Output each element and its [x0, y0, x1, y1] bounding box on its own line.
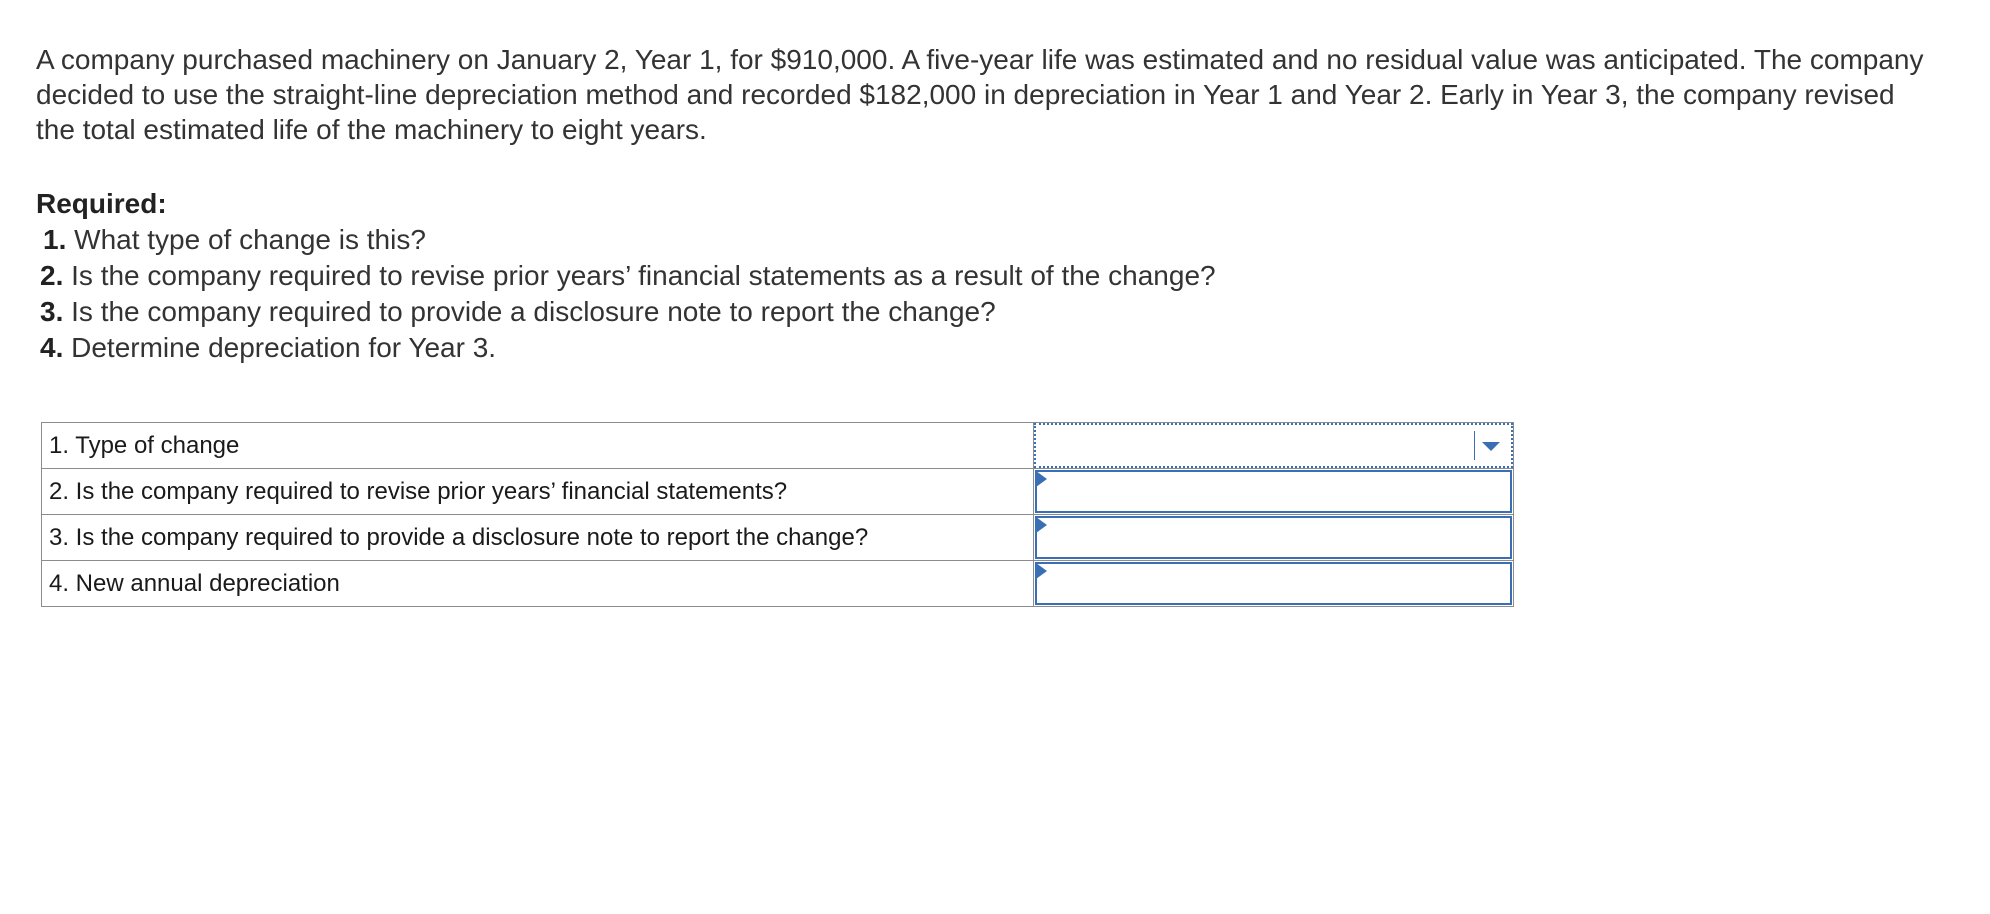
entry-marker-icon [1036, 517, 1047, 533]
required-item-text: Determine depreciation for Year 3. [71, 332, 497, 363]
entry-marker-icon [1036, 563, 1047, 579]
required-item-4 [36, 330, 1216, 366]
chevron-down-icon[interactable] [1482, 442, 1500, 451]
required-item-number: 3. [40, 296, 64, 327]
problem-statement [36, 42, 1936, 147]
table-row [42, 515, 1514, 561]
new-depreciation-cell [1034, 561, 1514, 607]
row-label-type-of-change: 1. Type of change [42, 423, 1034, 469]
required-section [36, 186, 1216, 366]
required-item-1 [36, 222, 1216, 258]
new-depreciation-entry[interactable] [1035, 562, 1512, 605]
required-heading: Required: [36, 188, 167, 219]
required-item-text: Is the company required to revise prior years’ financial statements as a result of the change? [71, 260, 1216, 291]
table-row [42, 469, 1514, 515]
dropdown-separator [1474, 431, 1475, 460]
table-row [42, 561, 1514, 607]
type-of-change-dropdown[interactable] [1034, 423, 1513, 468]
answer-table [41, 422, 1514, 607]
required-item-number: 2. [40, 260, 64, 291]
required-item-text: What type of change is this? [74, 224, 426, 255]
row-label-new-depreciation: 4. New annual depreciation [42, 561, 1034, 607]
required-item-number: 1. [43, 224, 67, 255]
revise-statements-entry[interactable] [1035, 470, 1512, 513]
required-item-3 [36, 294, 1216, 330]
disclosure-note-input[interactable] [1051, 522, 1504, 553]
disclosure-note-entry[interactable] [1035, 516, 1512, 559]
required-item-number: 4. [40, 332, 64, 363]
new-depreciation-input[interactable] [1051, 568, 1504, 599]
type-of-change-cell [1034, 423, 1514, 469]
required-item-2 [36, 258, 1216, 294]
row-label-disclosure-note: 3. Is the company required to provide a disclosure note to report the change? [42, 515, 1034, 561]
revise-statements-input[interactable] [1051, 476, 1504, 507]
revise-statements-cell [1034, 469, 1514, 515]
disclosure-note-cell [1034, 515, 1514, 561]
required-list [36, 222, 1216, 366]
required-item-text: Is the company required to provide a disclosure note to report the change? [71, 296, 996, 327]
problem-text: A company purchased machinery on January 2, Year 1, for $910,000. A five-year life was estimated and no residual value was anticipated. The company decided to use the straight-line depreciation method and recorded $182,000 in depreciation in Year 1 and Year 2. Early in Year 3, the company revised the total estimated life of the machinery to eight years. [36, 44, 1924, 145]
table-row [42, 423, 1514, 469]
entry-marker-icon [1036, 471, 1047, 487]
row-label-revise-statements: 2. Is the company required to revise prior years’ financial statements? [42, 469, 1034, 515]
